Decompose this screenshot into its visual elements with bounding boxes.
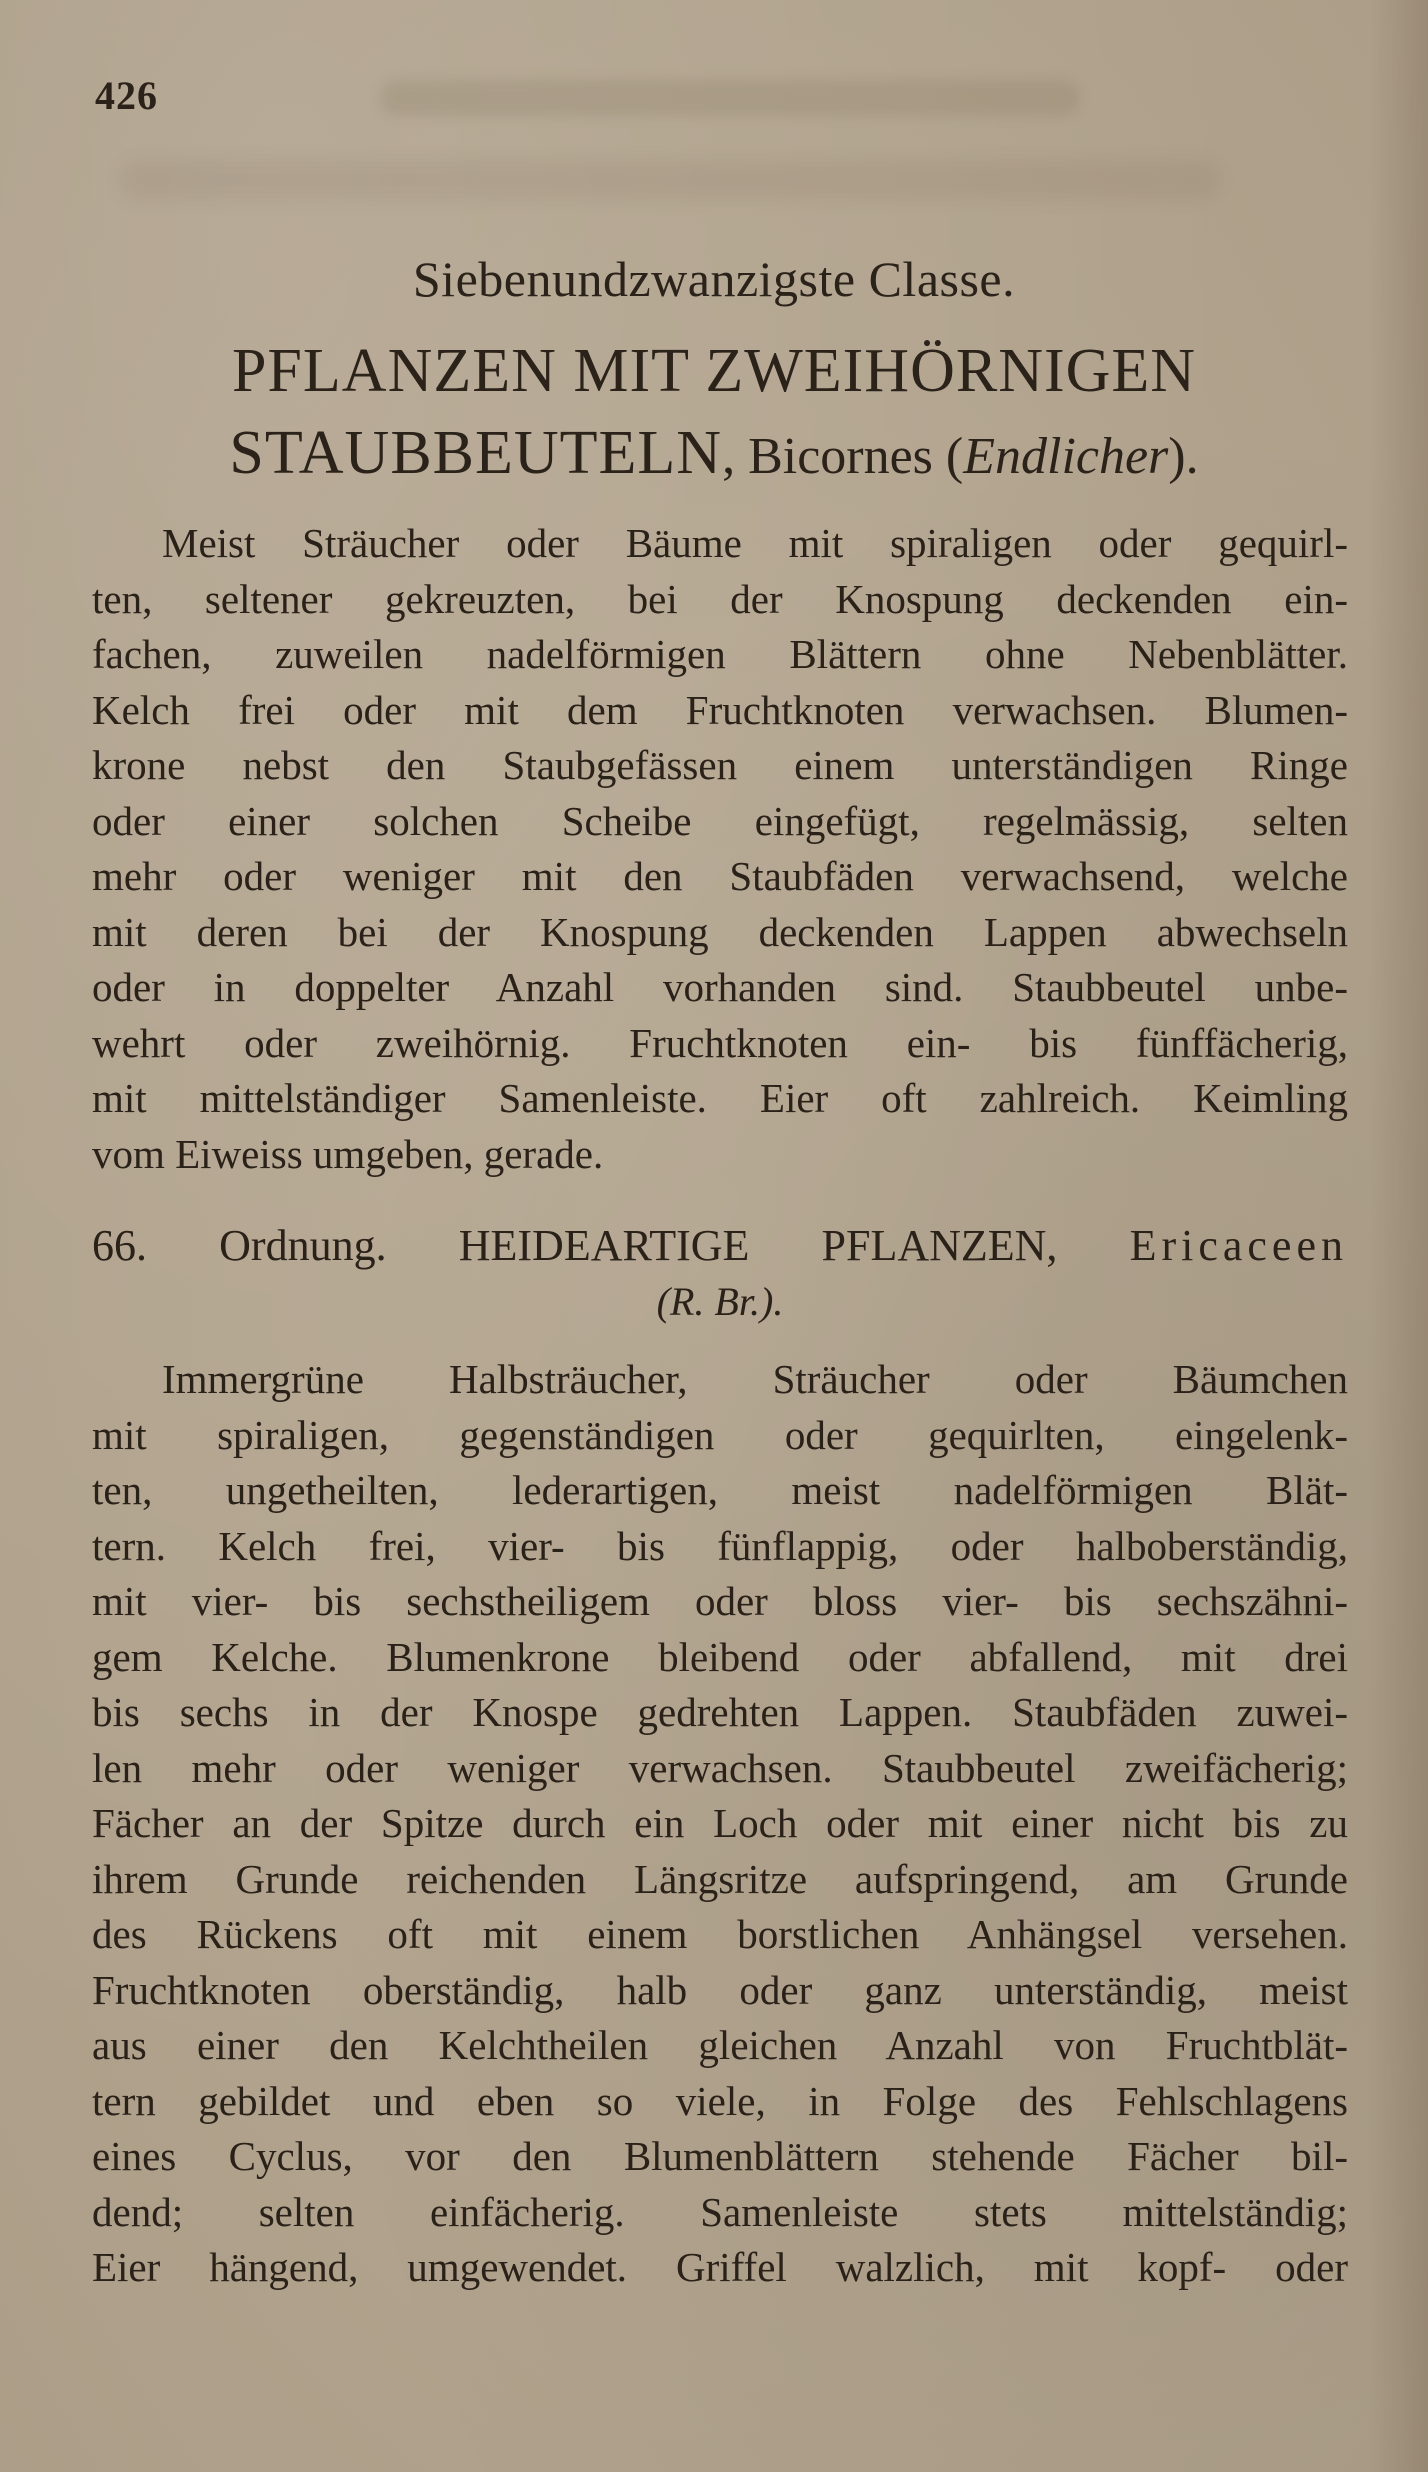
heading-line-2 — [0, 412, 1428, 498]
text-line: Meist Sträucher oder Bäume mit spiraligen oder gequirl- — [162, 520, 1348, 566]
text-line: mit vier- bis sechstheiligem oder bloss vier- bis sechszähni- — [92, 1578, 1348, 1624]
text-line: ten, seltener gekreuzten, bei der Knospung deckenden ein- — [92, 575, 1348, 622]
heading-author: Endlicher — [963, 428, 1169, 485]
text-line: mehr oder weniger mit den Staubfäden verwachsend, welche — [92, 853, 1348, 899]
text-line: des Rückens oft mit einem borstlichen Anhängsel versehen. — [92, 1911, 1348, 1957]
text-line: Eier hängend, umgewendet. Griffel walzlich, mit kopf- oder — [92, 2244, 1348, 2290]
text-line: wehrt oder zweihörnig. Fruchtknoten ein- bis fünffächerig, — [92, 1019, 1348, 1066]
main-heading — [0, 330, 1428, 498]
text-line: aus einer den Kelchtheilen gleichen Anzahl von Fruchtblät- — [92, 2022, 1348, 2068]
text-line: mit spiraligen, gegenständigen oder gequirlten, eingelenk- — [92, 1411, 1348, 1458]
order-author: (R. Br.). — [656, 1279, 784, 1324]
text-line: vom Eiweiss umgeben, gerade. — [92, 1130, 604, 1177]
text-line: krone nebst den Staubgefässen einem unterständigen Ringe — [92, 742, 1348, 788]
heading-caps: STAUBBEUTELN — [229, 419, 723, 487]
heading-line-1: PFLANZEN MIT ZWEIHÖRNIGEN — [231, 337, 1197, 405]
order-number: 66. Ordnung. — [92, 1221, 387, 1270]
heading-close: ). — [1168, 428, 1199, 485]
text-line: tern gebildet und eben so viele, in Folge des Fehlschlagens — [92, 2077, 1348, 2124]
paragraph-class-description — [92, 516, 1348, 1182]
order-name: HEIDEARTIGE PFLANZEN, — [458, 1221, 1058, 1270]
heading-latin: , Bicornes ( — [722, 428, 964, 485]
text-line: bis sechs in der Knospe gedrehten Lappen. Staubfäden zuwei- — [92, 1689, 1348, 1735]
order-title-row — [92, 1218, 1348, 1274]
text-line: ten, ungetheilten, lederartigen, meist nadelförmigen Blät- — [92, 1467, 1348, 1513]
order-family: Ericaceen — [1129, 1221, 1348, 1270]
text-line: Fruchtknoten oberständig, halb oder ganz unterständig, meist — [92, 1966, 1348, 2013]
text-line: oder einer solchen Scheibe eingefügt, regelmässig, selten — [92, 797, 1348, 844]
text-line: fachen, zuweilen nadelförmigen Blättern ohne Nebenblätter. — [92, 631, 1348, 677]
text-line: tern. Kelch frei, vier- bis fünflappig, oder halboberständig, — [92, 1522, 1348, 1569]
paragraph-order-description — [92, 1352, 1348, 2296]
text-line: Kelch frei oder mit dem Fruchtknoten verwachsen. Blumen- — [92, 686, 1348, 733]
text-line: Fächer an der Spitze durch ein Loch oder mit einer nicht bis zu — [92, 1800, 1348, 1846]
text-line: eines Cyclus, vor den Blumenblättern stehende Fächer bil- — [92, 2133, 1348, 2179]
text-line: gem Kelche. Blumenkrone bleibend oder abfallend, mit drei — [92, 1633, 1348, 1680]
show-through-bleed — [120, 160, 1220, 200]
order-heading — [92, 1218, 1348, 1330]
text-line: mit deren bei der Knospung deckenden Lappen abwechseln — [92, 908, 1348, 955]
text-line: mit mittelständiger Samenleiste. Eier oft zahlreich. Keimling — [92, 1075, 1348, 1121]
text-line: len mehr oder weniger verwachsen. Staubbeutel zweifächerig; — [92, 1744, 1348, 1791]
text-line: ihrem Grunde reichenden Längsritze aufspringend, am Grunde — [92, 1855, 1348, 1902]
text-line: dend; selten einfächerig. Samenleiste stets mittelständig; — [92, 2188, 1348, 2235]
show-through-bleed — [380, 80, 1080, 116]
class-title: Siebenundzwanzigste Classe. — [412, 251, 1016, 307]
text-line: oder in doppelter Anzahl vorhanden sind. Staubbeutel unbe- — [92, 964, 1348, 1010]
text-line: Immergrüne Halbsträucher, Sträucher oder Bäumchen — [162, 1356, 1348, 1402]
page-number: 426 — [95, 73, 158, 118]
